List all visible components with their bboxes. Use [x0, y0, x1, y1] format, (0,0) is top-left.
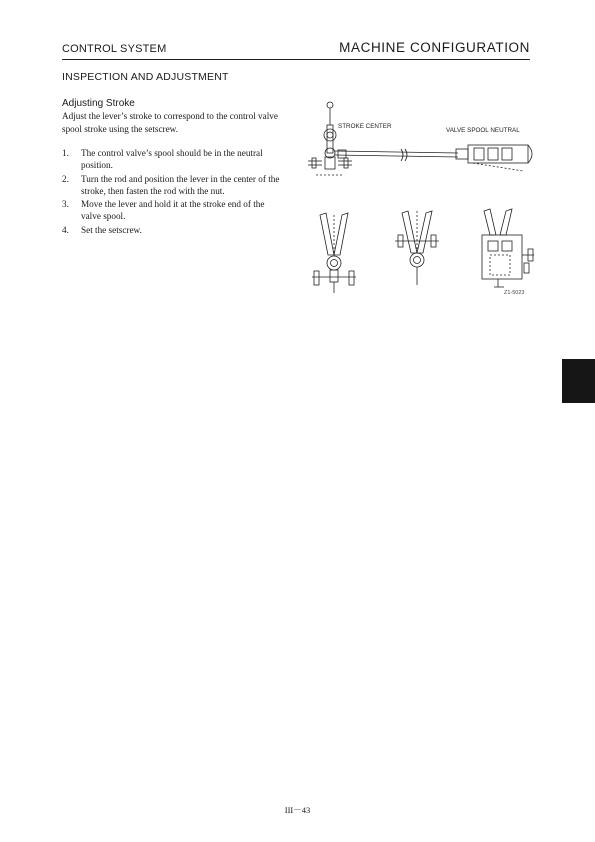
lever-linkage-diagram	[298, 95, 543, 310]
header-divider	[62, 59, 530, 60]
lever-stroke-left	[312, 213, 356, 293]
lever-stroke-center	[395, 211, 439, 285]
step-item	[62, 198, 284, 223]
lever-assembly-top	[308, 102, 352, 175]
step-number: 3.	[62, 199, 69, 210]
control-rod	[335, 149, 458, 161]
intro-paragraph: Adjust the lever’s stroke to correspond to the control valve spool stroke using the setscrew.	[62, 111, 278, 134]
step-number: 1.	[62, 148, 69, 158]
step-text: Set the setscrew.	[81, 224, 142, 235]
procedure-steps	[62, 147, 284, 237]
section-title: INSPECTION AND ADJUSTMENT	[62, 71, 229, 83]
stroke-adjustment-figure	[298, 95, 543, 310]
section-header: CONTROL SYSTEM	[62, 43, 167, 55]
page-number: III－43	[284, 805, 311, 815]
lever-stroke-setscrew	[482, 209, 534, 287]
step-item	[62, 173, 284, 198]
step-number: 4.	[62, 224, 69, 235]
subheading: Adjusting Stroke	[62, 98, 135, 109]
step-text: The control valve’s spool should be in the neutral position.	[81, 148, 263, 171]
step-item	[62, 147, 284, 172]
step-number: 2.	[62, 173, 69, 184]
valve-spool-assembly	[456, 145, 532, 171]
valve-spool-neutral-label: VALVE SPOOL NEUTRAL	[446, 127, 520, 134]
figure-code: Z1-5023	[504, 290, 525, 296]
chapter-thumb-tab	[562, 359, 595, 403]
step-text: Turn the rod and position the lever in the center of the stroke, then fasten the rod with the nut.	[81, 173, 280, 196]
stroke-center-label: STROKE CENTER	[338, 123, 392, 130]
chapter-header: MACHINE CONFIGURATION	[339, 40, 530, 55]
step-text: Move the lever and hold it at the stroke end of the valve spool.	[81, 199, 265, 222]
step-item	[62, 224, 284, 236]
